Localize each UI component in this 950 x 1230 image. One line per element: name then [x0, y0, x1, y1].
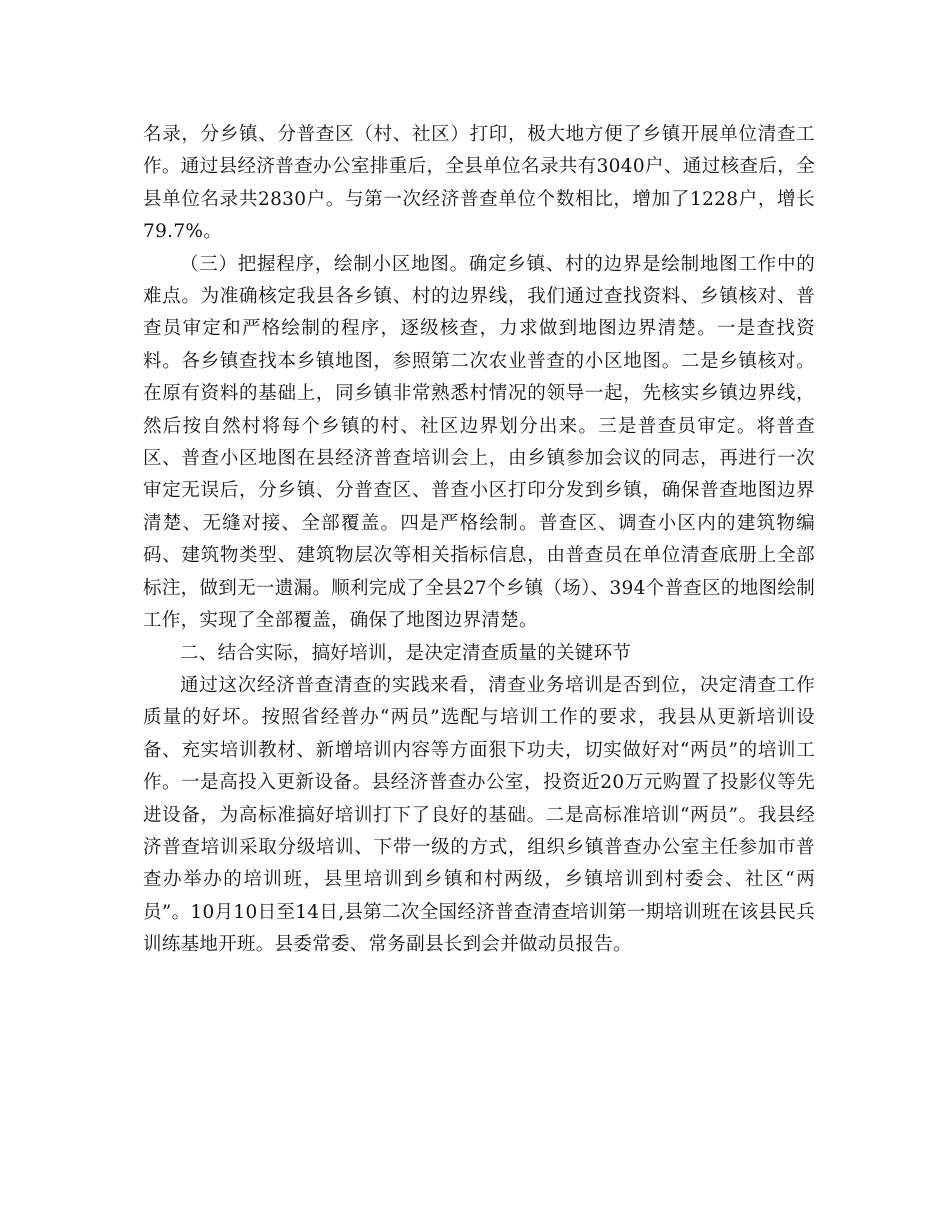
section-heading-training: 二、结合实际，搞好培训，是决定清查质量的关键环节: [180, 642, 632, 664]
document-page: [143, 119, 815, 962]
paragraph-unit-list: 名录，分乡镇、分普查区（村、社区）打印，极大地方便了乡镇开展单位清查工作。通过县经济普查办公室排重后，全县单位名录共有3040户、通过核查后，全县单位名录共2830户。与第一次经济普查单位个数相比，增加了1228户，增长79.7%。: [143, 124, 815, 243]
paragraph-training: 通过这次经济普查清查的实践来看，清查业务培训是否到位，决定清查工作质量的好坏。按照省经普办“两员”选配与培训工作的要求，我县从更新培训设备、充实培训教材、新增培训内容等方面狠下功夫，切实做好对“两员”的培训工作。一是高投入更新设备。县经济普查办公室，投资近20万元购置了投影仪等先进设备，为高标准搞好培训打下了良好的基础。二是高标准培训“两员”。我县经济普查培训采取分级培训、下带一级的方式，组织乡镇普查办公室主任参加市普查办举办的培训班，县里培训到乡镇和村两级，乡镇培训到村委会、社区“两员”。10月10日至14日,县第二次全国经济普查清查培训第一期培训班在该县民兵训练基地开班。县委常委、常务副县长到会并做动员报告。: [143, 674, 815, 956]
paragraph-map-drawing: （三）把握程序，绘制小区地图。确定乡镇、村的边界是绘制地图工作中的难点。为准确核定我县各乡镇、村的边界线，我们通过查找资料、乡镇核对、普查员审定和严格绘制的程序，逐级核查，力求做到地图边界清楚。一是查找资料。各乡镇查找本乡镇地图，参照第二次农业普查的小区地图。二是乡镇核对。在原有资料的基础上，同乡镇非常熟悉村情况的领导一起，先核实乡镇边界线，然后按自然村将每个乡镇的村、社区边界划分出来。三是普查员审定。将普查区、普查小区地图在县经济普查培训会上，由乡镇参加会议的同志，再进行一次审定无误后，分乡镇、分普查区、普查小区打印分发到乡镇，确保普查地图边界清楚、无缝对接、全部覆盖。四是严格绘制。普查区、调查小区内的建筑物编码、建筑物类型、建筑物层次等相关指标信息，由普查员在单位清查底册上全部标注，做到无一遗漏。顺利完成了全县27个乡镇（场）、394个普查区的地图绘制工作，实现了全部覆盖，确保了地图边界清楚。: [143, 253, 815, 632]
